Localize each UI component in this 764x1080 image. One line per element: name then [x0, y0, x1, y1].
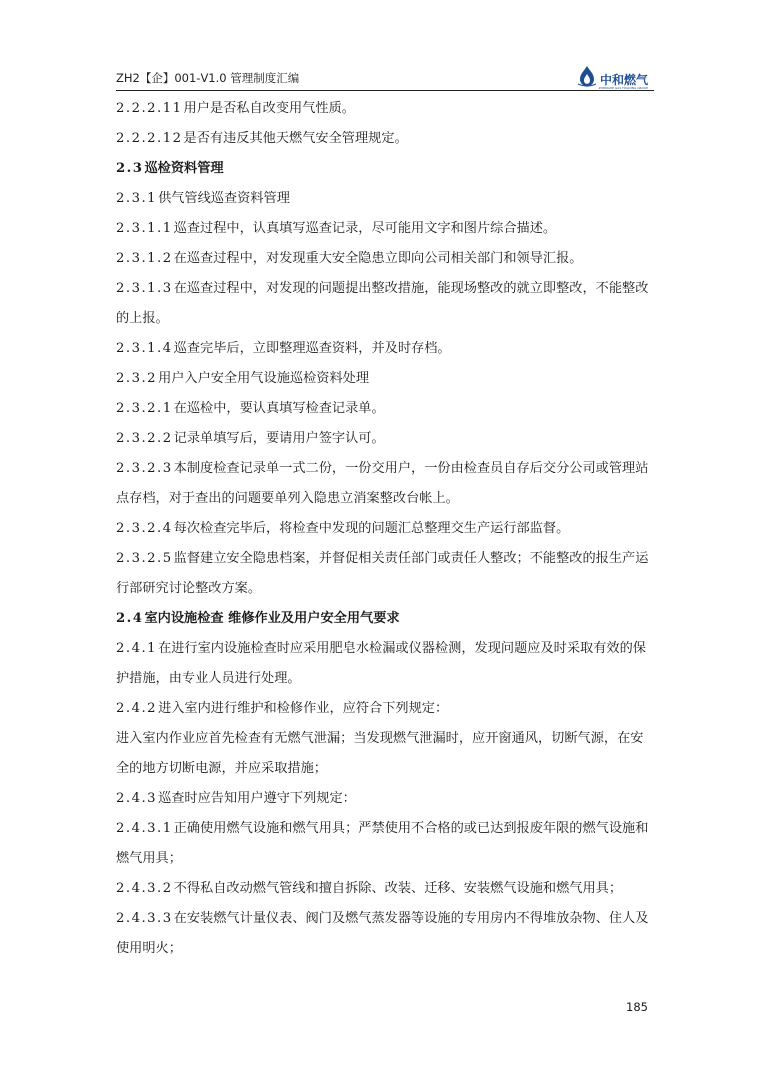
header-title: ZH2【企】001-V1.0 管理制度汇编 [116, 71, 300, 85]
section-heading [116, 604, 654, 634]
page-header [116, 62, 654, 91]
flame-logo-icon [576, 65, 598, 87]
paragraph [116, 244, 654, 274]
paragraph [116, 124, 654, 154]
clause-text: 在巡查过程中，对发现重大安全隐患立即向公司相关部门和领导汇报。 [173, 251, 583, 266]
clause-number: 2.3.1.4 [116, 341, 173, 356]
paragraph [116, 904, 654, 964]
paragraph [116, 874, 654, 904]
clause-number: 2.3 [116, 161, 144, 176]
clause-text: 是否有违反其他天燃气安全管理规定。 [183, 131, 408, 146]
clause-number: 2.3.2 [116, 371, 158, 386]
clause-text: 监督建立安全隐患档案，并督促相关责任部门或责任人整改；不能整改的报生产运行部研究讨论整改方案。 [116, 551, 649, 596]
clause-number: 2.3.2.3 [116, 461, 173, 476]
clause-number: 2.3.1.2 [116, 251, 173, 266]
paragraph [116, 394, 654, 424]
paragraph [116, 364, 654, 394]
clause-text: 本制度检查记录单一式二份，一份交用户，一份由检查员自存后交分公司或管理站点存档，对于查出的问题要单列入隐患立消案整改台帐上。 [116, 461, 649, 506]
clause-number: 2.3.2.1 [116, 401, 173, 416]
clause-text: 在安装燃气计量仪表、阀门及燃气蒸发器等设施的专用房内不得堆放杂物、住人及使用明火； [116, 911, 649, 956]
clause-text: 进入室内作业应首先检查有无燃气泄漏；当发现燃气泄漏时，应开窗通风，切断气源，在安全的地方切断电源，并应采取措施； [116, 731, 644, 776]
clause-number: 2.4 [116, 611, 144, 626]
paragraph [116, 424, 654, 454]
clause-text: 在进行室内设施检查时应采用肥皂水检漏或仪器检测，发现问题应及时采取有效的保护措施，由专业人员进行处理。 [116, 641, 646, 686]
paragraph [116, 694, 654, 724]
paragraph [116, 814, 654, 874]
company-logo [576, 65, 648, 90]
clause-number: 2.2.2.11 [116, 101, 183, 116]
clause-text: 每次检查完毕后，将检查中发现的问题汇总整理交生产运行部监督。 [173, 521, 570, 536]
clause-number: 2.4.3.2 [116, 881, 173, 896]
paragraph [116, 214, 654, 244]
clause-text: 巡检资料管理 [144, 161, 224, 176]
clause-number: 2.4.3.1 [116, 821, 173, 836]
clause-number: 2.3.2.5 [116, 551, 173, 566]
clause-text: 巡查时应告知用户遵守下列规定： [158, 791, 356, 806]
clause-number: 2.3.1.1 [116, 221, 173, 236]
logo-text: 中和燃气 [599, 73, 648, 87]
clause-number: 2.3.2.2 [116, 431, 173, 446]
clause-text: 巡查过程中，认真填写巡查记录，尽可能用文字和图片综合描述。 [173, 221, 557, 236]
clause-number: 2.3.1 [116, 191, 158, 206]
clause-number: 2.3.1.3 [116, 281, 173, 296]
clause-text: 进入室内进行维护和检修作业，应符合下列规定： [158, 701, 449, 716]
clause-number: 2.2.2.12 [116, 131, 183, 146]
clause-text: 在巡检中，要认真填写检查记录单。 [173, 401, 385, 416]
paragraph [116, 184, 654, 214]
paragraph [116, 334, 654, 364]
paragraph [116, 274, 654, 334]
clause-text: 不得私自改动燃气管线和擅自拆除、改装、迁移、安装燃气设施和燃气用具； [173, 881, 623, 896]
logo-subtext: ZHONGHE GAS HOLDING GROUP [598, 86, 648, 90]
clause-text: 用户是否私自改变用气性质。 [183, 101, 355, 116]
clause-text: 供气管线巡查资料管理 [158, 191, 290, 206]
clause-text: 室内设施检查 维修作业及用户安全用气要求 [144, 611, 400, 626]
paragraph [116, 724, 654, 784]
paragraph [116, 784, 654, 814]
paragraph [116, 544, 654, 604]
paragraph [116, 454, 654, 514]
clause-number: 2.4.2 [116, 701, 158, 716]
page-number: 185 [626, 1000, 648, 1014]
clause-number: 2.4.3 [116, 791, 158, 806]
clause-number: 2.4.3.3 [116, 911, 173, 926]
paragraph [116, 634, 654, 694]
paragraph [116, 94, 654, 124]
clause-text: 正确使用燃气设施和燃气用具；严禁使用不合格的或已达到报废年限的燃气设施和燃气用具； [116, 821, 649, 866]
clause-number: 2.4.1 [116, 641, 158, 656]
clause-text: 用户入户安全用气设施巡检资料处理 [158, 371, 370, 386]
section-heading [116, 154, 654, 184]
clause-text: 记录单填写后，要请用户签字认可。 [173, 431, 385, 446]
clause-text: 巡查完毕后，立即整理巡查资料，并及时存档。 [173, 341, 451, 356]
paragraph [116, 514, 654, 544]
clause-number: 2.3.2.4 [116, 521, 173, 536]
clause-text: 在巡查过程中，对发现的问题提出整改措施，能现场整改的就立即整改，不能整改的上报。 [116, 281, 649, 326]
document-body [116, 94, 654, 964]
